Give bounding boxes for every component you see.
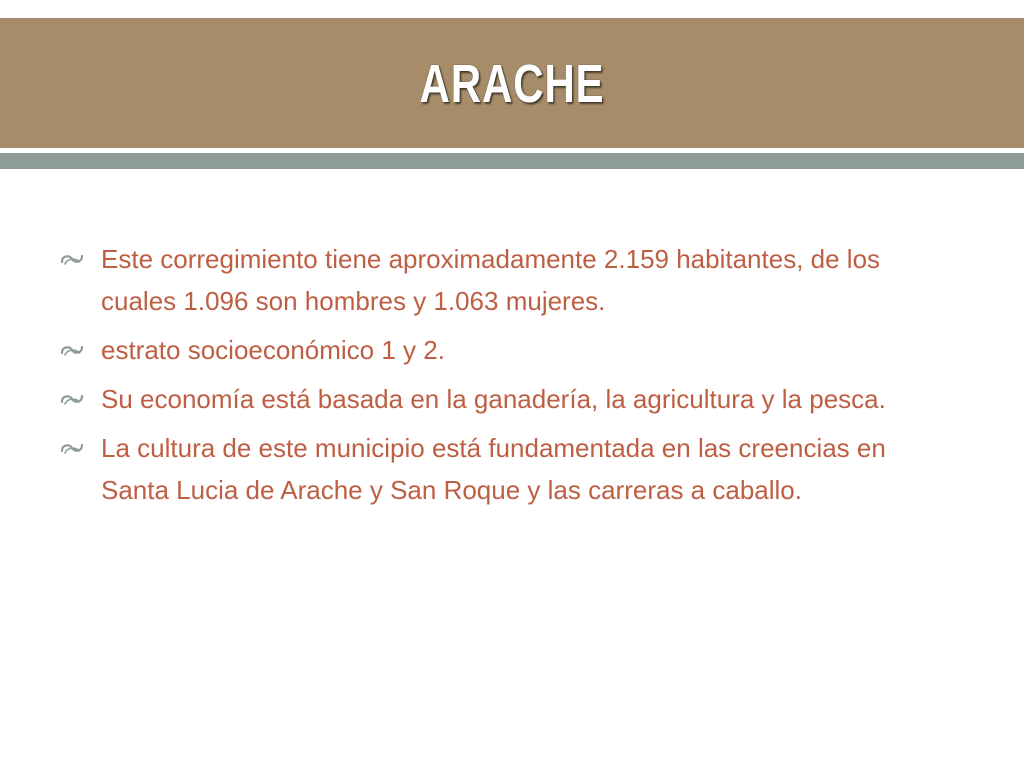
bullet-text: Su economía está basada en la ganadería, la agricultura y la pesca. <box>101 384 886 414</box>
bullet-item <box>60 427 960 511</box>
bullet-item <box>60 238 960 322</box>
title-bar <box>0 18 1024 148</box>
bullet-item <box>60 378 960 420</box>
curl-bullet-icon <box>60 392 84 406</box>
accent-band <box>0 153 1024 169</box>
bullet-text: Este corregimiento tiene aproximadamente 2.159 habitantes, de los cuales 1.096 son hombres y 1.063 mujeres. <box>101 244 881 316</box>
curl-bullet-icon <box>60 252 84 266</box>
bullet-text: La cultura de este municipio está fundamentada en las creencias en Santa Lucia de Arache y San Roque y las carreras a caballo. <box>101 433 886 505</box>
slide-title: ARACHE <box>419 54 605 114</box>
bullet-text: estrato socioeconómico 1 y 2. <box>101 335 445 365</box>
curl-bullet-icon <box>60 441 84 455</box>
bullet-list <box>60 238 960 518</box>
bullet-item <box>60 329 960 371</box>
curl-bullet-icon <box>60 343 84 357</box>
